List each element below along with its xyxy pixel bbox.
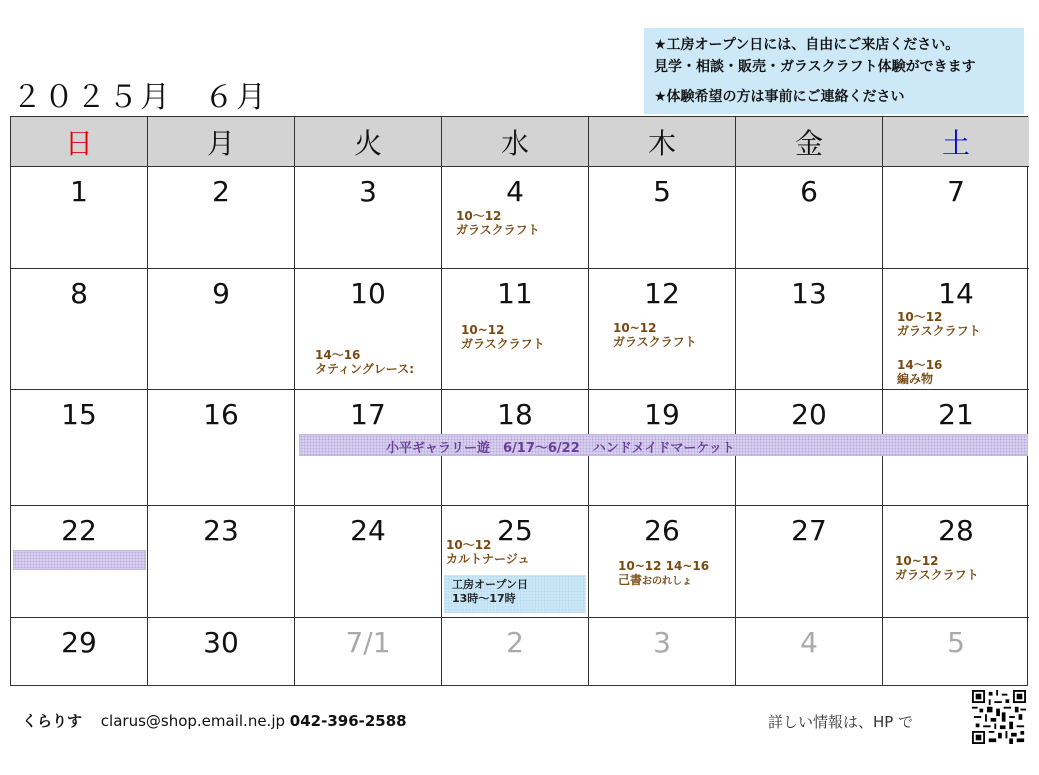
qr-code-icon[interactable] [972, 690, 1026, 744]
weekday-mon [148, 117, 295, 167]
day-number: 7 [947, 175, 965, 208]
weekday-label: 木 [647, 126, 676, 160]
day-cell [295, 167, 442, 269]
event-name: 編み物 [897, 372, 934, 386]
footer-contact [22, 710, 407, 731]
day-cell [11, 269, 148, 390]
event-time: 14～16 [315, 348, 361, 362]
weekday-sat [883, 117, 1029, 167]
day-cell [589, 618, 736, 685]
day-number: 8 [70, 277, 88, 310]
event-cartonnage [446, 538, 530, 566]
notice-box [644, 28, 1024, 114]
event-name: 己書 [618, 573, 643, 587]
calendar-title: ２０２５月 ６月 [12, 80, 268, 115]
day-number: 10 [350, 277, 386, 310]
open-day-box [444, 575, 586, 613]
day-cell [736, 506, 883, 618]
day-cell [589, 506, 736, 618]
day-number: 12 [644, 277, 680, 310]
day-number: 9 [212, 277, 230, 310]
event-glass-craft [897, 310, 981, 338]
day-number: 21 [938, 398, 974, 431]
day-number: 4 [800, 626, 818, 659]
email-link[interactable]: clarus@shop.email.ne.jp [100, 712, 286, 730]
day-number: 20 [791, 398, 827, 431]
day-cell [736, 167, 883, 269]
day-number: 6 [800, 175, 818, 208]
open-day-hours: 13時～17時 [452, 592, 516, 605]
handmade-market-band-continued [13, 550, 146, 570]
day-number: 2 [506, 626, 524, 659]
open-day-title: 工房オープン日 [452, 578, 529, 591]
event-name: タティングレース: [315, 362, 414, 376]
day-cell [883, 167, 1029, 269]
calendar-grid [10, 116, 1028, 686]
event-time: 10~12 [895, 554, 939, 568]
notice-line-3: ★体験希望の方は事前にご連絡ください [654, 89, 905, 105]
day-number: 17 [350, 398, 386, 431]
day-number: 1 [70, 175, 88, 208]
day-cell [295, 269, 442, 390]
day-cell [11, 618, 148, 685]
day-number: 4 [506, 175, 524, 208]
weekday-wed [442, 117, 589, 167]
event-glass-craft [895, 554, 979, 582]
weekday-label: 火 [353, 126, 382, 160]
day-number: 27 [791, 514, 827, 547]
day-cell [883, 506, 1029, 618]
day-cell [736, 269, 883, 390]
day-cell [295, 506, 442, 618]
hp-note: 詳しい情報は、HP で [768, 713, 914, 731]
day-cell [442, 167, 589, 269]
day-number: 30 [203, 626, 239, 659]
day-number: 5 [947, 626, 965, 659]
notice-line-1: ★工房オープン日には、自由にご来店ください。 [654, 37, 960, 53]
day-number: 26 [644, 514, 680, 547]
day-cell [589, 269, 736, 390]
day-cell [148, 167, 295, 269]
day-number: 16 [203, 398, 239, 431]
event-time: 10~12 [613, 321, 657, 335]
day-number: 19 [644, 398, 680, 431]
day-number: 5 [653, 175, 671, 208]
event-name: ガラスクラフト [461, 337, 545, 351]
day-number: 3 [359, 175, 377, 208]
day-cell [148, 269, 295, 390]
day-number: 15 [61, 398, 97, 431]
day-number: 28 [938, 514, 974, 547]
event-time: 10~12 14~16 [618, 559, 710, 573]
day-number: 23 [203, 514, 239, 547]
weekday-label: 土 [941, 126, 970, 160]
weekday-sun [11, 117, 148, 167]
event-time: 10～12 [456, 209, 502, 223]
shop-name: くらりす [22, 712, 83, 730]
handmade-market-label: 小平ギャラリー遊 6/17～6/22 ハンドメイドマーケット [386, 441, 735, 456]
day-cell [11, 390, 148, 506]
day-cell [442, 269, 589, 390]
event-name: ガラスクラフト [897, 324, 981, 338]
day-cell [736, 618, 883, 685]
day-cell [11, 167, 148, 269]
event-time: 14～16 [897, 358, 943, 372]
event-name-reading: おのれしょ [642, 576, 693, 587]
day-number: 18 [497, 398, 533, 431]
day-number: 29 [61, 626, 97, 659]
day-number: 2 [212, 175, 230, 208]
event-glass-craft [613, 321, 697, 349]
day-number: 11 [497, 277, 533, 310]
event-glass-craft [461, 323, 545, 351]
weekday-label: 月 [206, 126, 235, 160]
event-onoresho [618, 559, 709, 589]
day-number: 14 [938, 277, 974, 310]
day-cell [883, 269, 1029, 390]
day-cell [148, 506, 295, 618]
day-number: 13 [791, 277, 827, 310]
day-number: 25 [497, 514, 533, 547]
event-glass-craft [456, 209, 540, 237]
event-name: カルトナージュ [446, 552, 530, 566]
day-number: 24 [350, 514, 386, 547]
day-cell [148, 618, 295, 685]
day-cell [295, 618, 442, 685]
notice-line-2: 見学・相談・販売・ガラスクラフト体験ができます [654, 59, 976, 75]
day-cell [148, 390, 295, 506]
event-name: ガラスクラフト [895, 568, 979, 582]
event-tatting-lace [315, 348, 414, 376]
weekday-thu [589, 117, 736, 167]
event-time: 10～12 [446, 538, 492, 552]
event-time: 10～12 [897, 310, 943, 324]
phone-number: 042-396-2588 [289, 712, 407, 730]
day-number: 3 [653, 626, 671, 659]
event-name: ガラスクラフト [613, 335, 697, 349]
weekday-label: 水 [500, 126, 529, 160]
weekday-label: 金 [794, 126, 823, 160]
day-number: 22 [61, 514, 97, 547]
event-name: ガラスクラフト [456, 223, 540, 237]
weekday-label: 日 [64, 126, 93, 160]
day-cell [589, 167, 736, 269]
day-number: 7/1 [345, 626, 391, 659]
day-cell [883, 618, 1029, 685]
event-knitting [897, 358, 942, 386]
day-cell [442, 618, 589, 685]
event-time: 10~12 [461, 323, 505, 337]
weekday-tue [295, 117, 442, 167]
weekday-fri [736, 117, 883, 167]
